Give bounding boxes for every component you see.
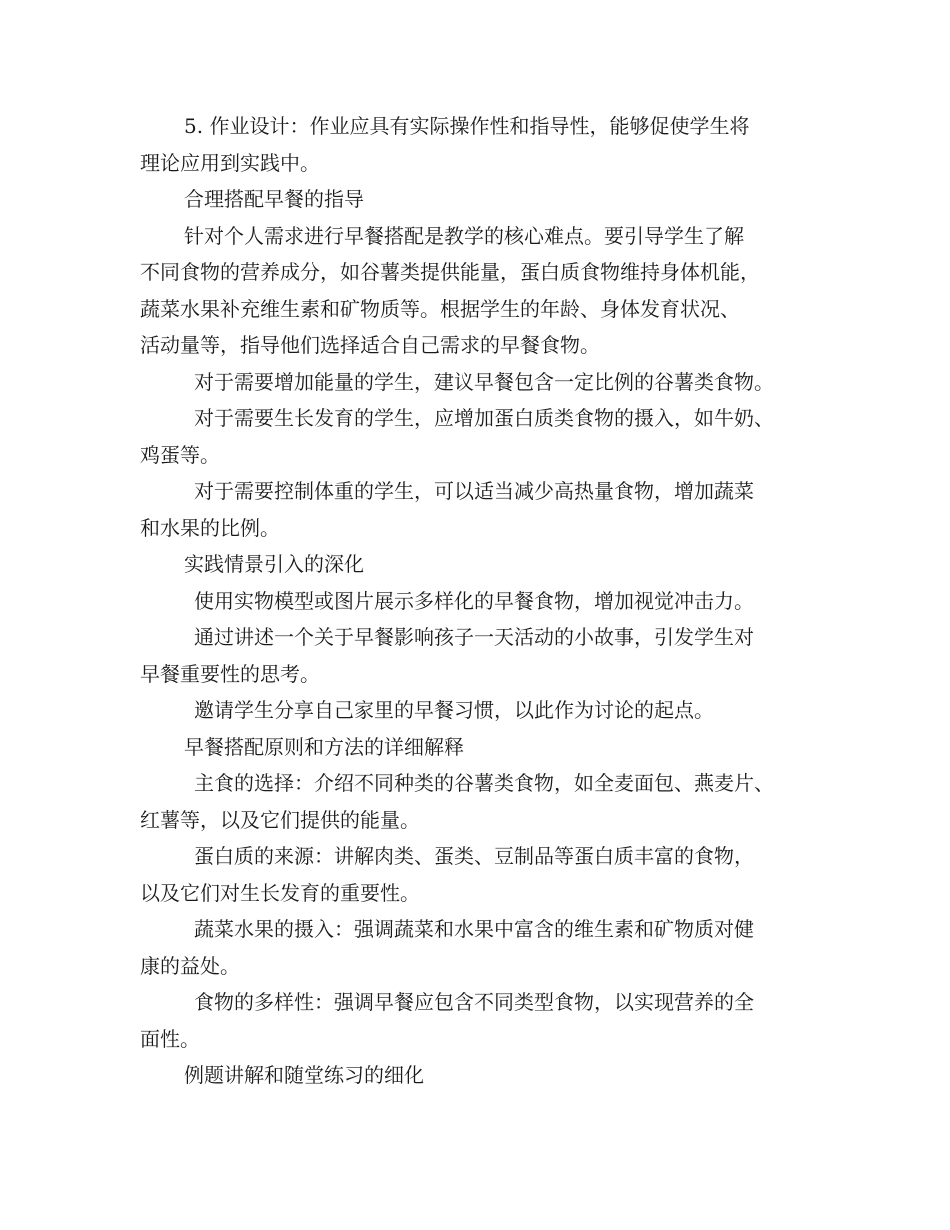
text-line: 主食的选择：介绍不同种类的谷薯类食物，如全麦面包、燕麦片、 bbox=[194, 771, 774, 795]
text-line: 对于需要控制体重的学生，可以适当减少高热量食物，增加蔬菜 bbox=[194, 479, 754, 503]
text-line: 5. 作业设计：作业应具有实际操作性和指导性，能够促使学生将 bbox=[184, 114, 750, 138]
text-line: 对于需要增加能量的学生，建议早餐包含一定比例的谷薯类食物。 bbox=[194, 369, 774, 394]
text-line: 蛋白质的来源：讲解肉类、蛋类、豆制品等蛋白质丰富的食物， bbox=[194, 844, 754, 868]
text-line: 实践情景引入的深化 bbox=[184, 552, 364, 576]
text-line: 面性。 bbox=[140, 1026, 200, 1051]
text-line: 蔬菜水果补充维生素和矿物质等。根据学生的年龄、身体发育状况、 bbox=[140, 296, 740, 321]
document-body bbox=[140, 108, 840, 1094]
text-line: 以及它们对生长发育的重要性。 bbox=[140, 880, 420, 905]
text-line: 活动量等，指导他们选择适合自己需求的早餐食物。 bbox=[140, 333, 600, 357]
text-line: 和水果的比例。 bbox=[140, 515, 280, 540]
text-line: 例题讲解和随堂练习的细化 bbox=[184, 1063, 424, 1087]
text-line: 红薯等，以及它们提供的能量。 bbox=[140, 807, 420, 832]
text-line: 鸡蛋等。 bbox=[140, 442, 220, 467]
text-line: 早餐重要性的思考。 bbox=[140, 661, 320, 686]
text-line: 针对个人需求进行早餐搭配是教学的核心难点。要引导学生了解 bbox=[184, 223, 744, 248]
text-line: 通过讲述一个关于早餐影响孩子一天活动的小故事，引发学生对 bbox=[194, 625, 754, 649]
text-line: 邀请学生分享自己家里的早餐习惯，以此作为讨论的起点。 bbox=[194, 698, 714, 722]
text-line: 不同食物的营养成分，如谷薯类提供能量，蛋白质食物维持身体机能， bbox=[140, 260, 760, 284]
text-line: 蔬菜水果的摄入：强调蔬菜和水果中富含的维生素和矿物质对健 bbox=[194, 917, 754, 941]
text-line: 对于需要生长发育的学生，应增加蛋白质类食物的摄入，如牛奶、 bbox=[194, 406, 774, 430]
text-line: 使用实物模型或图片展示多样化的早餐食物，增加视觉冲击力。 bbox=[194, 588, 754, 613]
text-line: 早餐搭配原则和方法的详细解释 bbox=[184, 734, 464, 759]
text-line: 食物的多样性：强调早餐应包含不同类型食物，以实现营养的全 bbox=[194, 990, 754, 1014]
text-line: 合理搭配早餐的指导 bbox=[184, 187, 364, 211]
text-line: 康的益处。 bbox=[140, 953, 240, 978]
text-line: 理论应用到实践中。 bbox=[140, 150, 320, 175]
